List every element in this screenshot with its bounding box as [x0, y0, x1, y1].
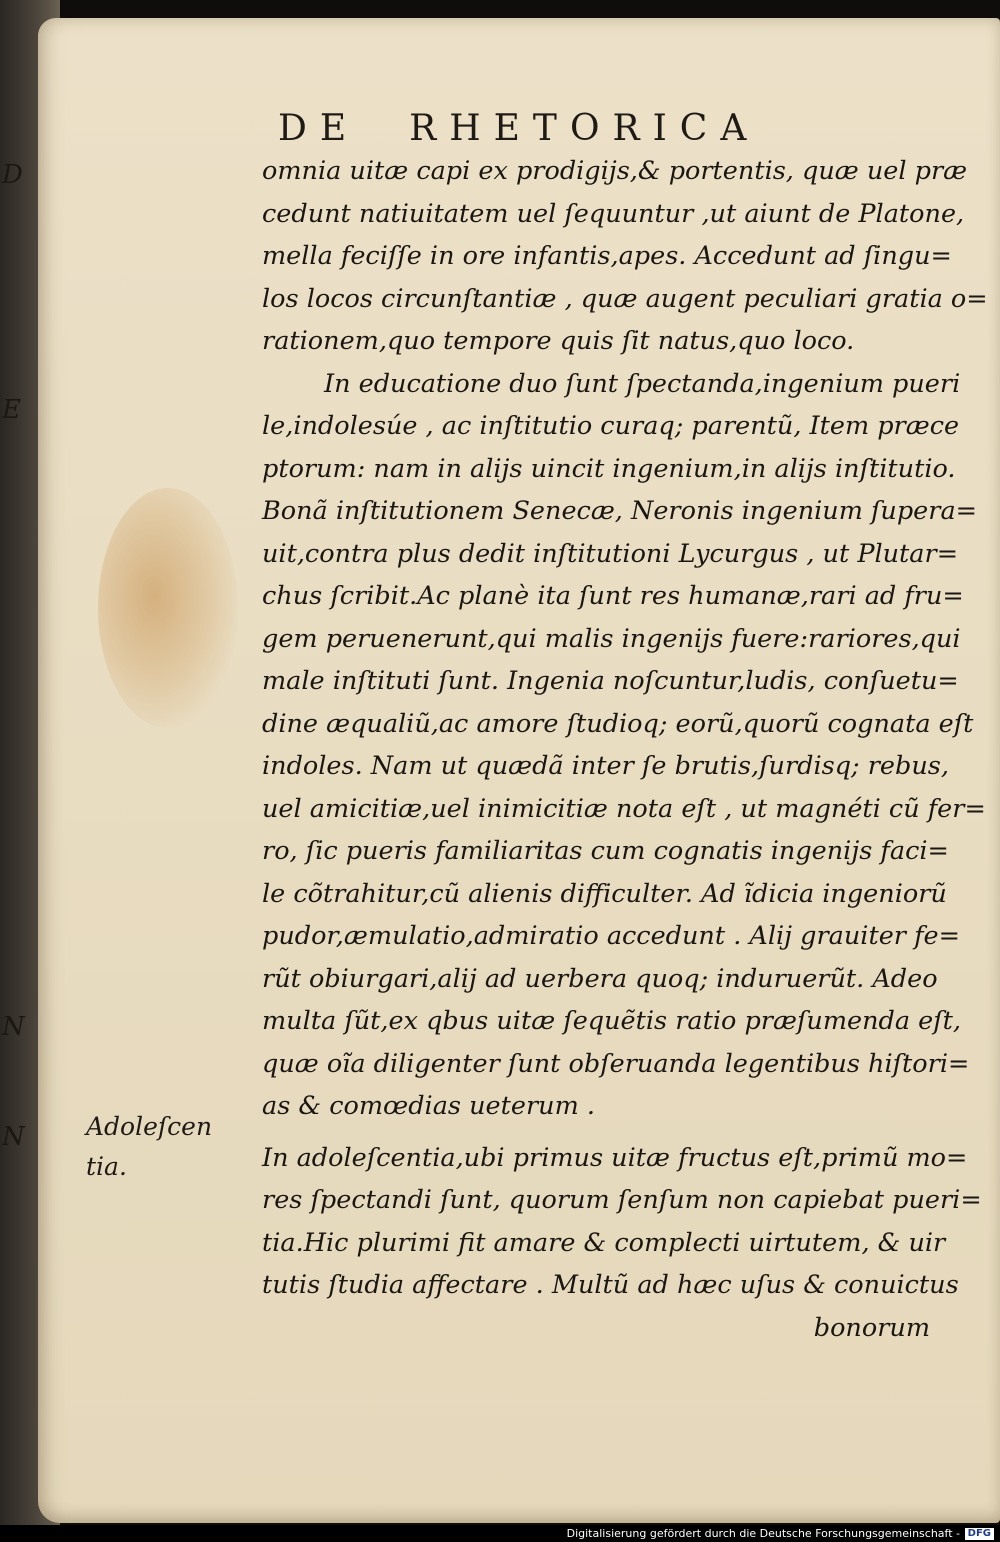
funding-credit: Digitalisierung gefördert durch die Deutsche Forschungsgemeinschaft -	[566, 1527, 960, 1540]
body-text	[262, 150, 988, 1349]
text-line: rũt obiurgari,alij ad uerbera quoq; induruerũt. Adeo	[262, 963, 938, 994]
text-line: rationem,quo tempore quis ſit natus,quo loco.	[262, 326, 855, 356]
catchword: bonorum	[813, 1312, 930, 1343]
running-head	[278, 108, 838, 149]
text-line: le cõtrahitur,cũ alienis difficulter. Ad ĩdicia ingeniorũ	[262, 878, 947, 909]
marginal-note	[86, 1107, 246, 1187]
text-line: pudor,æmulatio,admiratio accedunt . Alij grauiter fe=	[262, 921, 960, 951]
text-line: mella feciſſe in ore infantis,apes. Accedunt ad ſingu=	[262, 241, 952, 271]
text-line: as & comœdias ueterum .	[262, 1091, 595, 1121]
previous-page-letter: N	[2, 1012, 25, 1042]
marginal-note-line: Adoleſcen	[86, 1112, 213, 1141]
text-line: Bonã inſtitutionem Senecæ, Neronis ingenium ſupera=	[262, 496, 978, 526]
text-line: uel amicitiæ,uel inimicitiæ nota eſt , ut magnéti cũ fer=	[262, 793, 986, 824]
running-head-word: DE	[278, 108, 360, 149]
previous-page-letter: N	[2, 1122, 25, 1152]
text-line: male inſtituti ſunt. Ingenia noſcuntur,ludis, conſuetu=	[262, 666, 959, 696]
text-line: dine æqualiũ,ac amore ſtudioq; eorũ,quorũ cognata eſt	[262, 708, 974, 739]
previous-page-letter: D	[2, 160, 23, 190]
running-head-word: RHETORICA	[409, 108, 760, 149]
text-line: multa ſũt,ex qbus uitæ ſequẽtis ratio præſumenda eſt,	[262, 1006, 962, 1036]
dfg-logo: DFG	[965, 1528, 994, 1540]
text-line: tia.Hic plurimi fit amare & complecti uirtutem, & uir	[262, 1227, 946, 1258]
text-line: chus ſcribit.Ac planè ita ſunt res humanæ,rari ad fru=	[262, 581, 964, 611]
text-line: tutis ſtudia affectare . Multũ ad hæc uſus & conuictus	[262, 1270, 959, 1300]
text-line: uit,contra plus dedit inſtitutioni Lycurgus , ut Plutar=	[262, 538, 959, 569]
text-line: indoles. Nam ut quædã inter ſe brutis,ſurdisq; rebus,	[262, 751, 949, 781]
text-line: cedunt natiuitatem uel ſequuntur ,ut aiunt de Platone,	[262, 198, 965, 229]
text-line: quæ oĩa diligenter ſunt obſeruanda legentibus hiſtori=	[262, 1048, 970, 1079]
text-line: ro, ſic pueris familiaritas cum cognatis ingenijs faci=	[262, 836, 949, 866]
text-line: gem peruenerunt,qui malis ingenijs fuere:rariores,qui	[262, 623, 961, 654]
text-line: In adoleſcentia,ubi primus uitæ fructus eſt,primũ mo=	[262, 1142, 968, 1173]
marginal-note-line: tia.	[86, 1152, 127, 1181]
text-line: le,indolesúe , ac inſtitutio curaq; parentũ, Item præce	[262, 411, 960, 441]
previous-page-letter: E	[2, 395, 21, 425]
text-line: In educatione duo ſunt ſpectanda,ingenium pueri	[324, 368, 961, 399]
text-line: los locos circunſtantiæ , quæ augent peculiari gratia o=	[262, 283, 988, 314]
text-line: ptorum: nam in alijs uincit ingenium,in alijs inſtitutio.	[262, 453, 956, 484]
text-line: res ſpectandi ſunt, quorum ſenſum non capiebat pueri=	[262, 1185, 982, 1215]
water-stain	[98, 488, 238, 728]
text-line: omnia uitæ capi ex prodigijs,& portentis, quæ uel præ	[262, 156, 968, 186]
